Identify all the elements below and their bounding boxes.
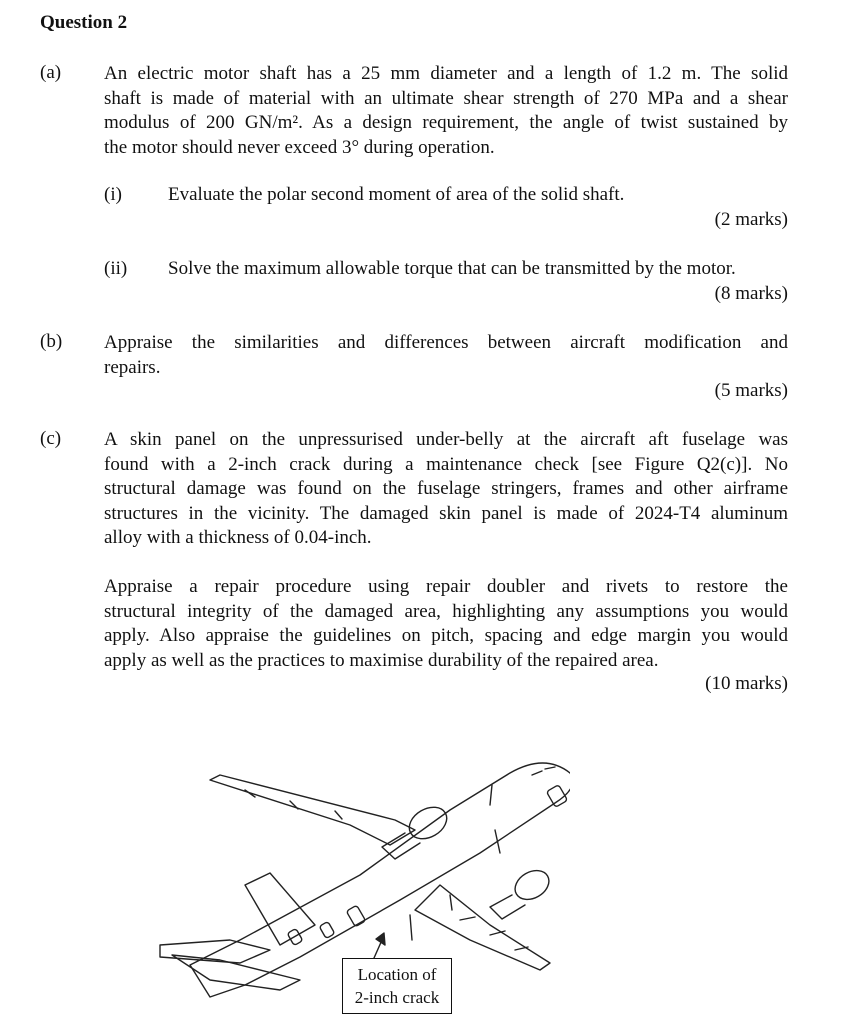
part-b-line: repairs.: [104, 356, 161, 378]
part-b-label: (b): [40, 331, 63, 352]
part-c-line: apply. Also appraise the guidelines on pitch, spacing and edge margin you would: [104, 625, 788, 646]
sub-i-marks: (2 marks): [714, 209, 788, 230]
sub-ii-text: Solve the maximum allowable torque that can be transmitted by the motor.: [168, 258, 736, 279]
callout-line-2: 2-inch crack: [354, 988, 440, 1007]
part-c-paragraph-2: [104, 575, 788, 673]
part-b-line: Appraise the similarities and differences between aircraft modification and: [104, 332, 788, 353]
part-c-line: structural damage was found on the fuselage stringers, frames and other airframe: [104, 478, 788, 499]
part-b-paragraph: [104, 331, 788, 380]
sub-i-text: Evaluate the polar second moment of area of the solid shaft.: [168, 184, 625, 205]
sub-i-label: (i): [104, 184, 122, 205]
part-a-line: modulus of 200 GN/m². As a design requirement, the angle of twist sustained by: [104, 112, 788, 133]
engine-lower: [510, 865, 554, 906]
part-c-line: apply as well as the practices to maximise durability of the repaired area.: [104, 649, 659, 671]
part-c-line: structural integrity of the damaged area, highlighting any assumptions you would: [104, 600, 788, 622]
part-a-paragraph: [104, 62, 788, 160]
part-a-label: (a): [40, 62, 62, 83]
cockpit-windows: [532, 767, 555, 775]
callout-line-1: Location of: [357, 965, 437, 984]
part-c-line: structures in the vicinity. The damaged skin panel is made of 2024-T4 aluminum: [104, 502, 788, 524]
part-c-line: alloy with a thickness of 0.04-inch.: [104, 527, 372, 548]
service-door: [319, 921, 335, 938]
part-c-paragraph-1: [104, 428, 788, 551]
part-c-label: (c): [40, 428, 62, 449]
vertical-tail: [245, 873, 315, 945]
part-c-marks: (10 marks): [705, 673, 788, 694]
service-door: [346, 905, 365, 927]
part-b-marks: (5 marks): [714, 380, 788, 401]
service-door: [546, 785, 567, 808]
question-title: Question 2: [40, 12, 128, 33]
part-c-line: A skin panel on the unpressurised under-belly at the aircraft aft fuselage was: [104, 429, 788, 450]
sub-ii-label: (ii): [104, 258, 128, 279]
crack-location-callout: [342, 958, 452, 1014]
part-a-line: shaft is made of material with an ultimate shear strength of 270 MPa and a shear: [104, 87, 788, 109]
upper-wing: [210, 775, 415, 845]
part-c-line: Appraise a repair procedure using repair doubler and rivets to restore the: [104, 576, 788, 597]
part-a-line: An electric motor shaft has a 25 mm diameter and a length of 1.2 m. The solid: [104, 63, 788, 84]
sub-ii-marks: (8 marks): [714, 283, 788, 304]
part-c-line: found with a 2-inch crack during a maintenance check [see Figure Q2(c)]. No: [104, 453, 788, 475]
part-a-line: the motor should never exceed 3° during operation.: [104, 136, 495, 158]
